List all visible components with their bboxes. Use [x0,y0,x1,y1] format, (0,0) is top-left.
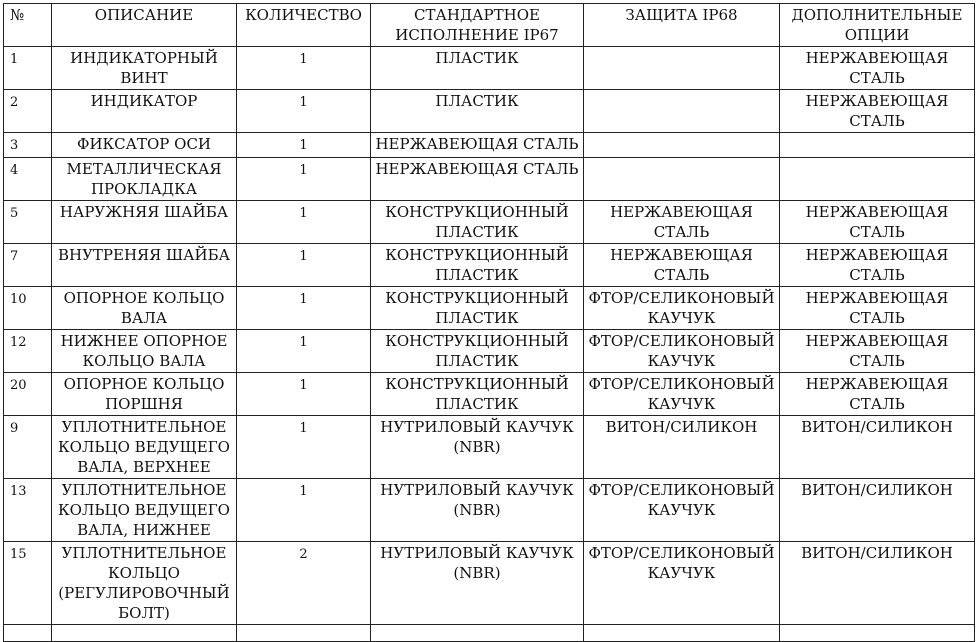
cell-quantity: 1 [237,90,371,133]
empty-cell [237,625,371,642]
table-row [4,133,975,158]
cell-protection-ip68 [584,47,780,90]
cell-standard-ip67: КОНСТРУКЦИОННЫЙ ПЛАСТИК [371,330,584,373]
cell-quantity: 2 [237,542,371,625]
cell-additional-options: НЕРЖАВЕЮЩАЯ СТАЛЬ [780,373,975,416]
cell-description: ВНУТРЕНЯЯ ШАЙБА [52,244,237,287]
cell-number: 5 [4,201,52,244]
table-row [4,542,975,625]
cell-protection-ip68: НЕРЖАВЕЮЩАЯ СТАЛЬ [584,244,780,287]
table-row [4,373,975,416]
cell-quantity: 1 [237,416,371,479]
empty-cell [584,625,780,642]
cell-number: 4 [4,158,52,201]
empty-cell [371,625,584,642]
cell-additional-options: НЕРЖАВЕЮЩАЯ СТАЛЬ [780,244,975,287]
empty-cell [780,625,975,642]
cell-description: УПЛОТНИТЕЛЬНОЕ КОЛЬЦО (РЕГУЛИРОВОЧНЫЙ БОЛТ) [52,542,237,625]
cell-quantity: 1 [237,133,371,158]
cell-standard-ip67: НУТРИЛОВЫЙ КАУЧУК (NBR) [371,542,584,625]
cell-additional-options: НЕРЖАВЕЮЩАЯ СТАЛЬ [780,330,975,373]
cell-description: МЕТАЛЛИЧЕСКАЯ ПРОКЛАДКА [52,158,237,201]
cell-description: ФИКСАТОР ОСИ [52,133,237,158]
cell-number: 7 [4,244,52,287]
cell-quantity: 1 [237,244,371,287]
cell-number: 9 [4,416,52,479]
cell-standard-ip67: КОНСТРУКЦИОННЫЙ ПЛАСТИК [371,373,584,416]
cell-additional-options: НЕРЖАВЕЮЩАЯ СТАЛЬ [780,287,975,330]
cell-number: 3 [4,133,52,158]
cell-number: 20 [4,373,52,416]
table-row [4,201,975,244]
parts-table [3,3,975,642]
cell-standard-ip67: НУТРИЛОВЫЙ КАУЧУК (NBR) [371,416,584,479]
table-row [4,244,975,287]
header-number: № [4,4,52,47]
cell-protection-ip68: ФТОР/СЕЛИКОНОВЫЙ КАУЧУК [584,479,780,542]
empty-cell [52,625,237,642]
header-row [4,4,975,47]
cell-protection-ip68: ФТОР/СЕЛИКОНОВЫЙ КАУЧУК [584,330,780,373]
cell-additional-options: НЕРЖАВЕЮЩАЯ СТАЛЬ [780,201,975,244]
cell-additional-options: НЕРЖАВЕЮЩАЯ СТАЛЬ [780,47,975,90]
cell-description: ОПОРНОЕ КОЛЬЦО ПОРШНЯ [52,373,237,416]
cell-description: ОПОРНОЕ КОЛЬЦО ВАЛА [52,287,237,330]
header-description: ОПИСАНИЕ [52,4,237,47]
cell-description: НИЖНЕЕ ОПОРНОЕ КОЛЬЦО ВАЛА [52,330,237,373]
cell-additional-options: НЕРЖАВЕЮЩАЯ СТАЛЬ [780,90,975,133]
table-row [4,90,975,133]
header-standard-ip67: СТАНДАРТНОЕ ИСПОЛНЕНИЕ IP67 [371,4,584,47]
cell-additional-options [780,158,975,201]
header-quantity: КОЛИЧЕСТВО [237,4,371,47]
cell-number: 13 [4,479,52,542]
empty-cell [4,625,52,642]
cell-standard-ip67: КОНСТРУКЦИОННЫЙ ПЛАСТИК [371,287,584,330]
cell-quantity: 1 [237,287,371,330]
cell-quantity: 1 [237,373,371,416]
cell-quantity: 1 [237,330,371,373]
cell-number: 2 [4,90,52,133]
header-protection-ip68: ЗАЩИТА IP68 [584,4,780,47]
cell-protection-ip68: ФТОР/СЕЛИКОНОВЫЙ КАУЧУК [584,373,780,416]
cell-description: ИНДИКАТОР [52,90,237,133]
cell-additional-options [780,133,975,158]
cell-description: ИНДИКАТОРНЫЙ ВИНТ [52,47,237,90]
cell-quantity: 1 [237,47,371,90]
table-row [4,479,975,542]
table-row-cutoff [4,625,975,642]
cell-standard-ip67: ПЛАСТИК [371,47,584,90]
cell-additional-options: ВИТОН/СИЛИКОН [780,479,975,542]
cell-protection-ip68 [584,90,780,133]
cell-protection-ip68: НЕРЖАВЕЮЩАЯ СТАЛЬ [584,201,780,244]
cell-standard-ip67: КОНСТРУКЦИОННЫЙ ПЛАСТИК [371,201,584,244]
cell-number: 10 [4,287,52,330]
cell-description: УПЛОТНИТЕЛЬНОЕ КОЛЬЦО ВЕДУЩЕГО ВАЛА, ВЕРХНЕЕ [52,416,237,479]
cell-protection-ip68: ФТОР/СЕЛИКОНОВЫЙ КАУЧУК [584,287,780,330]
cell-number: 15 [4,542,52,625]
table-row [4,287,975,330]
cell-protection-ip68 [584,133,780,158]
cell-description: НАРУЖНЯЯ ШАЙБА [52,201,237,244]
table-body [4,47,975,642]
table-header [4,4,975,47]
cell-standard-ip67: НУТРИЛОВЫЙ КАУЧУК (NBR) [371,479,584,542]
cell-quantity: 1 [237,201,371,244]
cell-quantity: 1 [237,158,371,201]
header-additional-options: ДОПОЛНИТЕЛЬНЫЕ ОПЦИИ [780,4,975,47]
cell-number: 12 [4,330,52,373]
cell-protection-ip68 [584,158,780,201]
cell-description: УПЛОТНИТЕЛЬНОЕ КОЛЬЦО ВЕДУЩЕГО ВАЛА, НИЖНЕЕ [52,479,237,542]
table-row [4,158,975,201]
table-row [4,47,975,90]
cell-protection-ip68: ФТОР/СЕЛИКОНОВЫЙ КАУЧУК [584,542,780,625]
cell-additional-options: ВИТОН/СИЛИКОН [780,416,975,479]
cell-number: 1 [4,47,52,90]
table-row [4,416,975,479]
cell-quantity: 1 [237,479,371,542]
cell-standard-ip67: НЕРЖАВЕЮЩАЯ СТАЛЬ [371,158,584,201]
cell-additional-options: ВИТОН/СИЛИКОН [780,542,975,625]
cell-protection-ip68: ВИТОН/СИЛИКОН [584,416,780,479]
cell-standard-ip67: КОНСТРУКЦИОННЫЙ ПЛАСТИК [371,244,584,287]
table-row [4,330,975,373]
cell-standard-ip67: НЕРЖАВЕЮЩАЯ СТАЛЬ [371,133,584,158]
cell-standard-ip67: ПЛАСТИК [371,90,584,133]
